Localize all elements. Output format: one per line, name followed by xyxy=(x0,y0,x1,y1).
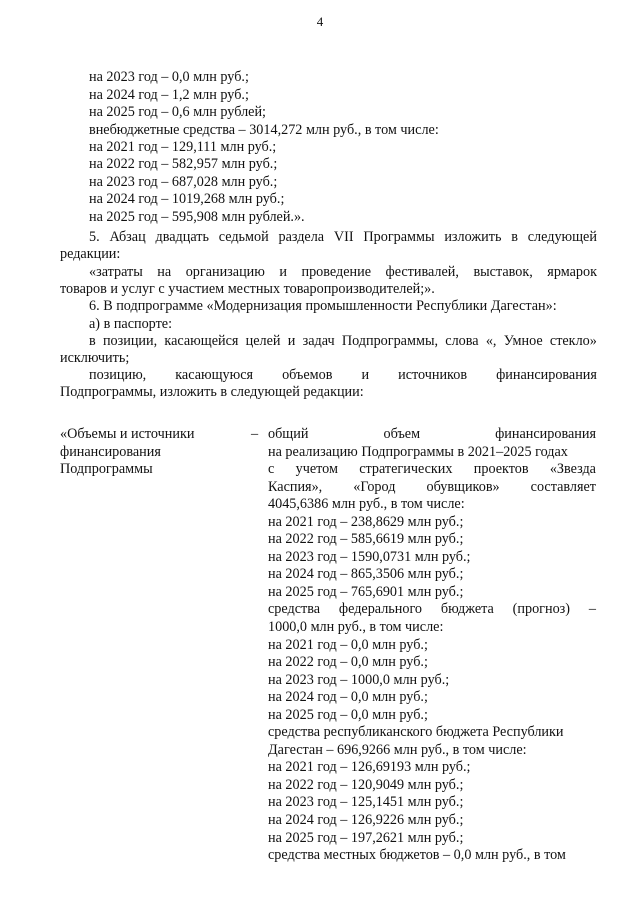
word: позицию, xyxy=(89,367,147,383)
word: целей xyxy=(245,333,281,349)
budget-line: на 2025 год – 595,908 млн рублей.». xyxy=(89,209,305,225)
word: задач xyxy=(302,333,335,349)
word: Подпрограммы, xyxy=(341,333,439,349)
quote-line1 xyxy=(89,264,597,281)
word: составляет xyxy=(530,478,596,495)
table-right-line: Дагестан – 696,9266 млн руб., в том числе: xyxy=(268,741,527,758)
word: обувщиков» xyxy=(426,478,500,495)
word: – xyxy=(588,601,596,618)
table-right-line: средства местных бюджетов – 0,0 млн руб., в том xyxy=(268,847,566,864)
word: Каспия», xyxy=(268,478,323,495)
budget-line: на 2023 год – 687,028 млн руб.; xyxy=(89,174,278,190)
word: объемов xyxy=(282,367,333,383)
word: средства xyxy=(268,601,321,618)
table-right-line: на 2024 год – 0,0 млн руб.; xyxy=(268,689,428,706)
para6-line1: 6. В подпрограмме «Модернизация промышленности Республики Дагестан»: xyxy=(89,298,557,314)
word: следующей xyxy=(527,229,597,245)
table-right-line xyxy=(268,461,596,479)
word: стекло» xyxy=(549,333,597,349)
table-left-line: финансирования xyxy=(60,443,161,460)
word: касающейся xyxy=(164,333,239,349)
word: Программы xyxy=(363,229,435,245)
table-right-line: на 2022 год – 0,0 млн руб.; xyxy=(268,654,428,671)
table-right-line xyxy=(268,601,596,619)
table-right-line: на 2021 год – 0,0 млн руб.; xyxy=(268,636,428,653)
budget-line: на 2023 год – 0,0 млн руб.; xyxy=(89,69,249,85)
word: ярмарок xyxy=(547,264,597,280)
position2-line1 xyxy=(89,367,597,384)
word: в xyxy=(89,333,96,349)
word: финансирования xyxy=(496,367,597,383)
word: двадцать xyxy=(155,229,209,245)
position-line1 xyxy=(89,333,597,350)
word: проведение xyxy=(301,264,372,280)
table-right-line xyxy=(268,479,596,497)
word: стратегических xyxy=(359,461,453,478)
word: бюджета xyxy=(440,601,494,618)
table-right-line: 1000,0 млн руб., в том числе: xyxy=(268,619,444,636)
position2-line2: Подпрограммы, изложить в следующей редакции: xyxy=(60,384,364,400)
word: источников xyxy=(398,367,468,383)
table-dash: – xyxy=(251,426,259,442)
para5-line2: редакции: xyxy=(60,246,121,262)
budget-line: внебюджетные средства – 3014,272 млн руб., в том числе: xyxy=(89,122,439,138)
page-number: 4 xyxy=(316,14,324,29)
word: финансирования xyxy=(495,426,596,442)
word: касающуюся xyxy=(175,367,254,383)
word: объем xyxy=(383,426,421,442)
word: и xyxy=(287,333,296,349)
word: «, xyxy=(485,333,497,349)
table-right-line: на реализацию Подпрограммы в 2021–2025 годах xyxy=(268,443,568,460)
table-right-line: на 2023 год – 1590,0731 млн руб.; xyxy=(268,548,471,565)
table-right-line: на 2025 год – 197,2621 млн руб.; xyxy=(268,829,464,846)
word: 5. xyxy=(89,229,100,245)
table-right-column xyxy=(268,426,596,865)
word: «затраты xyxy=(89,264,143,280)
word: выставок, xyxy=(473,264,533,280)
table-right-line: на 2023 год – 1000,0 млн руб.; xyxy=(268,671,450,688)
budget-line: на 2021 год – 129,111 млн руб.; xyxy=(89,139,277,155)
word: организацию xyxy=(185,264,265,280)
word: на xyxy=(157,264,172,280)
word: слова xyxy=(445,333,479,349)
word: проектов xyxy=(473,461,529,478)
budget-line: на 2024 год – 1019,268 млн руб.; xyxy=(89,191,285,207)
word: позиции, xyxy=(102,333,158,349)
para5-line1 xyxy=(89,229,597,246)
word: «Город xyxy=(353,478,396,495)
word: с xyxy=(268,461,275,478)
table-right-line: на 2024 год – 126,9226 млн руб.; xyxy=(268,812,464,829)
budget-line: на 2024 год – 1,2 млн руб.; xyxy=(89,87,249,103)
table-right-line: на 2024 год – 865,3506 млн руб.; xyxy=(268,566,464,583)
table-right-line: на 2021 год – 126,69193 млн руб.; xyxy=(268,759,471,776)
table-left-line: Подпрограммы xyxy=(60,461,153,478)
budget-line: на 2022 год – 582,957 млн руб.; xyxy=(89,156,278,172)
word: изложить xyxy=(444,229,502,245)
word: Абзац xyxy=(109,229,146,245)
word: учетом xyxy=(295,461,338,478)
word: федерального xyxy=(338,601,423,618)
table-right-line: средства республиканского бюджета Республики xyxy=(268,724,564,741)
word: общий xyxy=(268,426,309,442)
word: (прогноз) xyxy=(512,601,570,618)
table-right-line xyxy=(268,426,596,444)
table-right-line: на 2022 год – 120,9049 млн руб.; xyxy=(268,776,464,793)
word: фестивалей, xyxy=(385,264,459,280)
word: и xyxy=(279,264,287,280)
table-right-line: 4045,6386 млн руб., в том числе: xyxy=(268,496,465,513)
word: «Звезда xyxy=(549,461,596,478)
table-right-line: на 2025 год – 765,6901 млн руб.; xyxy=(268,583,464,600)
para6-a: а) в паспорте: xyxy=(89,316,173,332)
table-right-line: на 2022 год – 585,6619 млн руб.; xyxy=(268,531,464,548)
word: VII xyxy=(333,229,354,245)
word: Умное xyxy=(503,333,543,349)
budget-line: на 2025 год – 0,6 млн рублей; xyxy=(89,104,266,120)
word: в xyxy=(511,229,518,245)
position-line2: исключить; xyxy=(60,350,130,366)
word: седьмой xyxy=(218,229,269,245)
word: и xyxy=(361,367,370,383)
table-right-line: на 2025 год – 0,0 млн руб.; xyxy=(268,706,428,723)
table-right-line: на 2023 год – 125,1451 млн руб.; xyxy=(268,794,464,811)
word: раздела xyxy=(278,229,325,245)
table-left-line: «Объемы и источники xyxy=(60,426,195,442)
table-right-line: на 2021 год – 238,8629 млн руб.; xyxy=(268,513,464,530)
quote-line2: товаров и услуг с участием местных товаропроизводителей;». xyxy=(60,281,435,297)
table-left-column xyxy=(60,426,260,479)
